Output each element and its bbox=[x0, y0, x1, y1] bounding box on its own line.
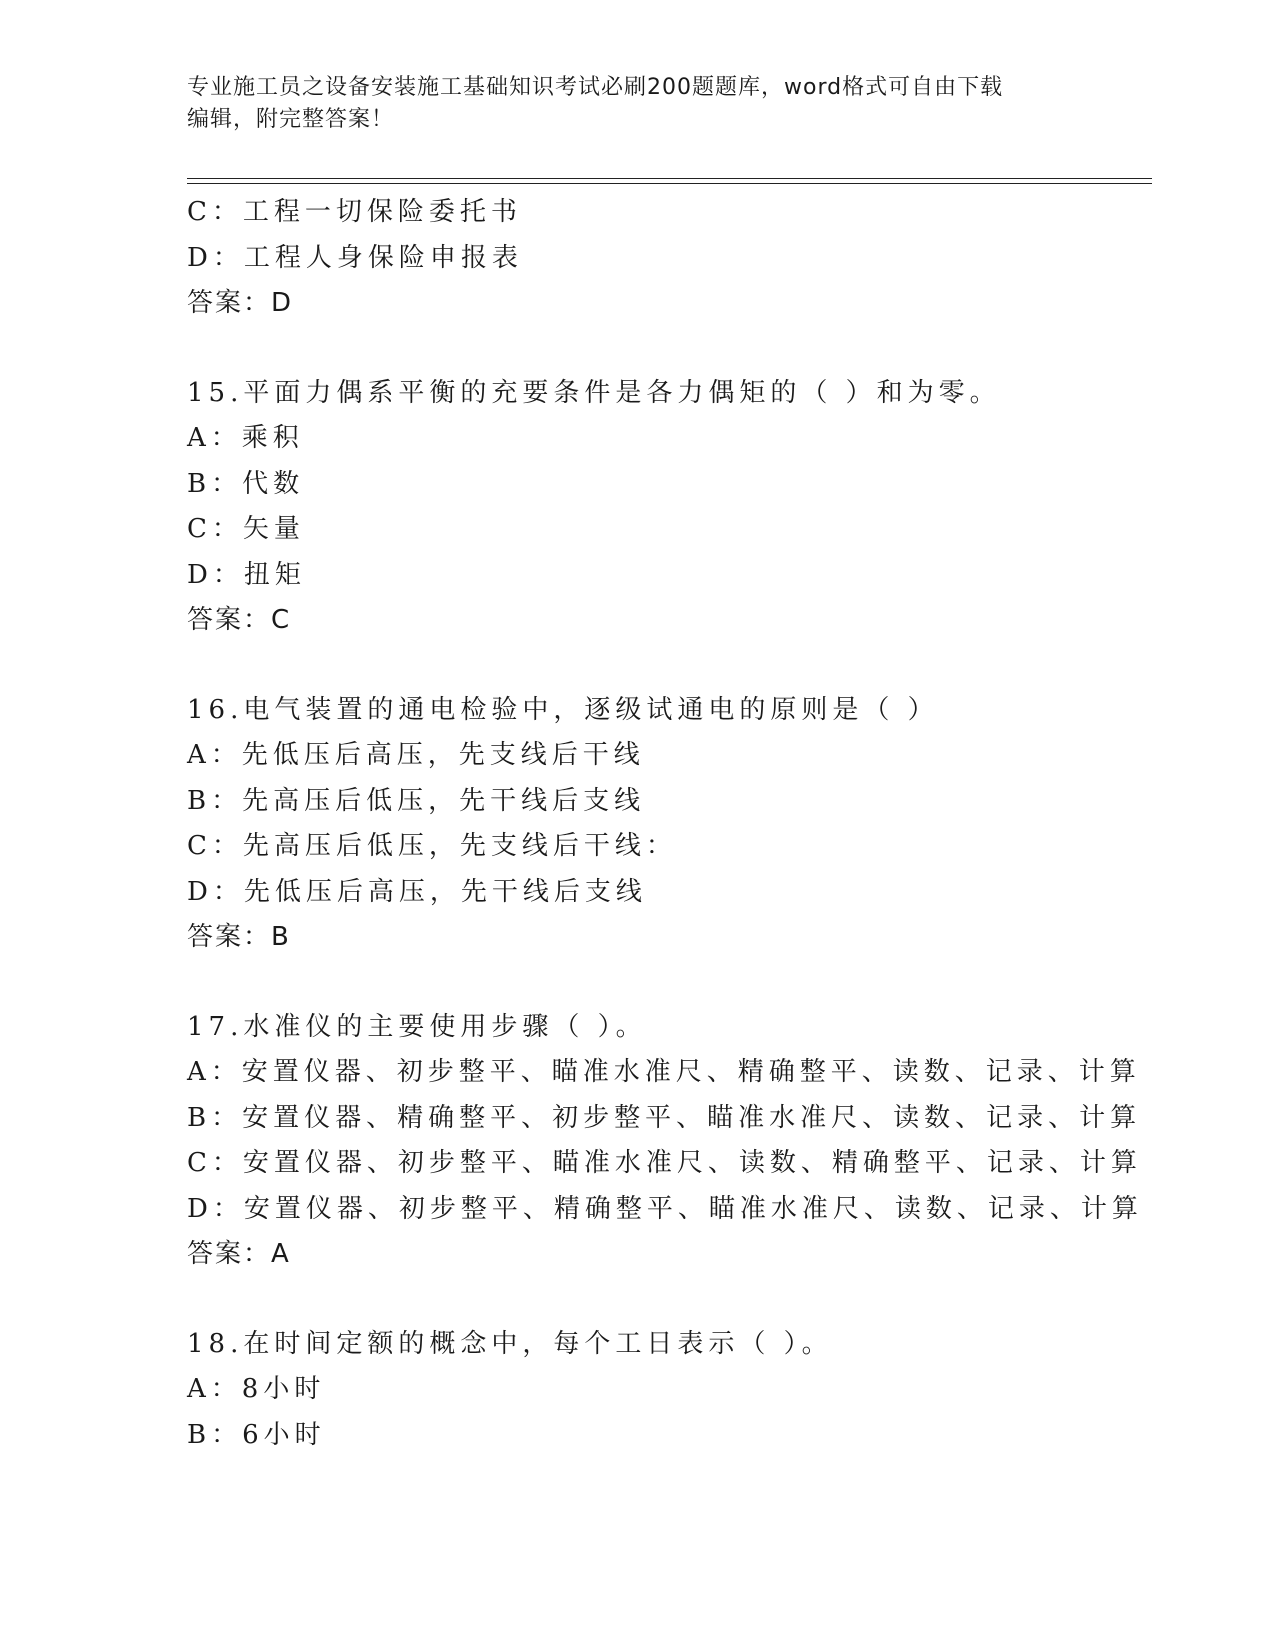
document-header bbox=[187, 72, 1087, 136]
question-15-option-d: D：扭矩 bbox=[187, 559, 306, 590]
question-16-answer: 答案：B bbox=[187, 922, 291, 952]
option-c: C：工程一切保险委托书 bbox=[187, 197, 522, 227]
header-rule-top bbox=[187, 178, 1152, 179]
header-rule-bottom bbox=[187, 183, 1152, 184]
question-15-answer: 答案：C bbox=[187, 605, 292, 635]
question-15-option-b: B：代数 bbox=[187, 468, 305, 499]
option-d: D：工程人身保险申报表 bbox=[187, 242, 523, 273]
question-18-option-b: B：6小时 bbox=[187, 1419, 326, 1450]
header-title-line-1: 专业施工员之设备安装施工基础知识考试必刷200题题库，word格式可自由下载 bbox=[187, 75, 1004, 100]
question-17-option-a: A：安置仪器、初步整平、瞄准水准尺、精确整平、读数、记录、计算 bbox=[187, 1057, 1141, 1087]
question-16-option-b: B：先高压后低压，先干线后支线 bbox=[187, 785, 646, 816]
question-16-option-d: D：先低压后高压，先干线后支线 bbox=[187, 876, 647, 907]
question-content bbox=[187, 190, 1187, 1458]
question-16-option-a: A：先低压后高压，先支线后干线 bbox=[187, 740, 645, 770]
question-15-stem: 15.平面力偶系平衡的充要条件是各力偶矩的（ ）和为零。 bbox=[187, 377, 1001, 408]
question-15-option-c: C：矢量 bbox=[187, 514, 305, 544]
question-16-stem: 16.电气装置的通电检验中，逐级试通电的原则是（ ） bbox=[187, 694, 939, 725]
question-17-stem: 17.水准仪的主要使用步骤（ ）。 bbox=[187, 1011, 647, 1042]
question-17-option-d: D：安置仪器、初步整平、精确整平、瞄准水准尺、读数、记录、计算 bbox=[187, 1193, 1143, 1224]
question-17-option-c: C：安置仪器、初步整平、瞄准水准尺、读数、精确整平、记录、计算 bbox=[187, 1148, 1142, 1178]
question-17-option-b: B：安置仪器、精确整平、初步整平、瞄准水准尺、读数、记录、计算 bbox=[187, 1102, 1142, 1133]
question-16-option-c: C：先高压后低压，先支线后干线： bbox=[187, 831, 677, 861]
question-18-option-a: A：8小时 bbox=[187, 1374, 326, 1404]
question-17-answer: 答案：A bbox=[187, 1239, 291, 1269]
header-title-line-2: 编辑，附完整答案！ bbox=[187, 107, 395, 132]
question-18-stem: 18.在时间定额的概念中，每个工日表示（ ）。 bbox=[187, 1328, 833, 1359]
answer-line: 答案：D bbox=[187, 288, 294, 318]
question-15-option-a: A：乘积 bbox=[187, 423, 304, 453]
